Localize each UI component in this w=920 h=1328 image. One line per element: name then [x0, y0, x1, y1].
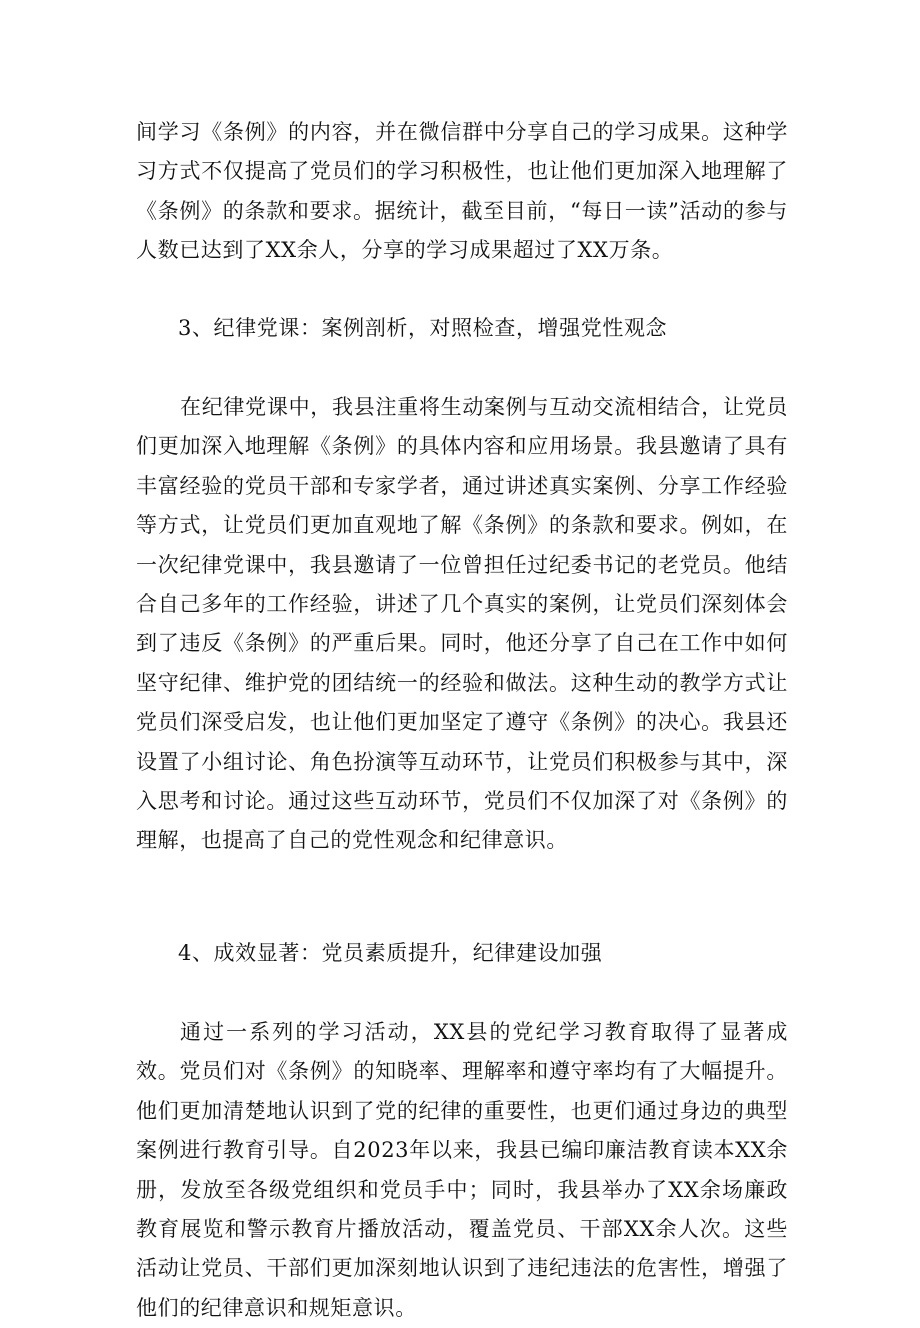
section-heading-3: 3、纪律党课：案例剖析，对照检查，增强党性观念: [178, 316, 668, 340]
section-heading-4: 4、成效显著：党员素质提升，纪律建设加强: [178, 941, 603, 965]
paragraph-discipline-lesson: 在纪律党课中，我县注重将生动案例与互动交流相结合，让党员们更加深入地理解《条例》的具体内容和应用场景。我县邀请了具有丰富经验的党员干部和专家学者，通过讲述真实案例、分享工作经验等方式，让党员们更加直观地了解《条例》的条款和要求。例如，在一次纪律党课中，我县邀请了一位曾担任过纪委书记的老党员。他结合自己多年的工作经验，讲述了几个真实的案例，让党员们深刻体会到了违反《条例》的严重后果。同时，他还分享了自己在工作中如何坚守纪律、维护党的团结统一的经验和做法。这种生动的教学方式让党员们深受启发，也让他们更加坚定了遵守《条例》的决心。我县还设置了小组讨论、角色扮演等互动环节，让党员们积极参与其中，深入思考和讨论。通过这些互动环节，党员们不仅加深了对《条例》的理解，也提高了自己的党性观念和纪律意识。: [136, 395, 788, 853]
paragraph-daily-reading: 间学习《条例》的内容，并在微信群中分享自己的学习成果。这种学习方式不仅提高了党员们的学习积极性，也让他们更加深入地理解了《条例》的条款和要求。据统计，截至目前，“每日一读”活动的参与人数已达到了XX余人，分享的学习成果超过了XX万条。: [136, 120, 788, 263]
paragraph-results: 通过一系列的学习活动，XX县的党纪学习教育取得了显著成效。党员们对《条例》的知晓率、理解率和遵守率均有了大幅提升。他们更加清楚地认识到了党的纪律的重要性，也更们通过身边的典型案例进行教育引导。自2023年以来，我县已编印廉洁教育读本XX余册，发放至各级党组织和党员手中；同时，我县举办了XX余场廉政教育展览和警示教育片播放活动，覆盖党员、干部XX余人次。这些活动让党员、干部们更加深刻地认识到了违纪违法的危害性，增强了他们的纪律意识和规矩意识。: [136, 1020, 788, 1320]
